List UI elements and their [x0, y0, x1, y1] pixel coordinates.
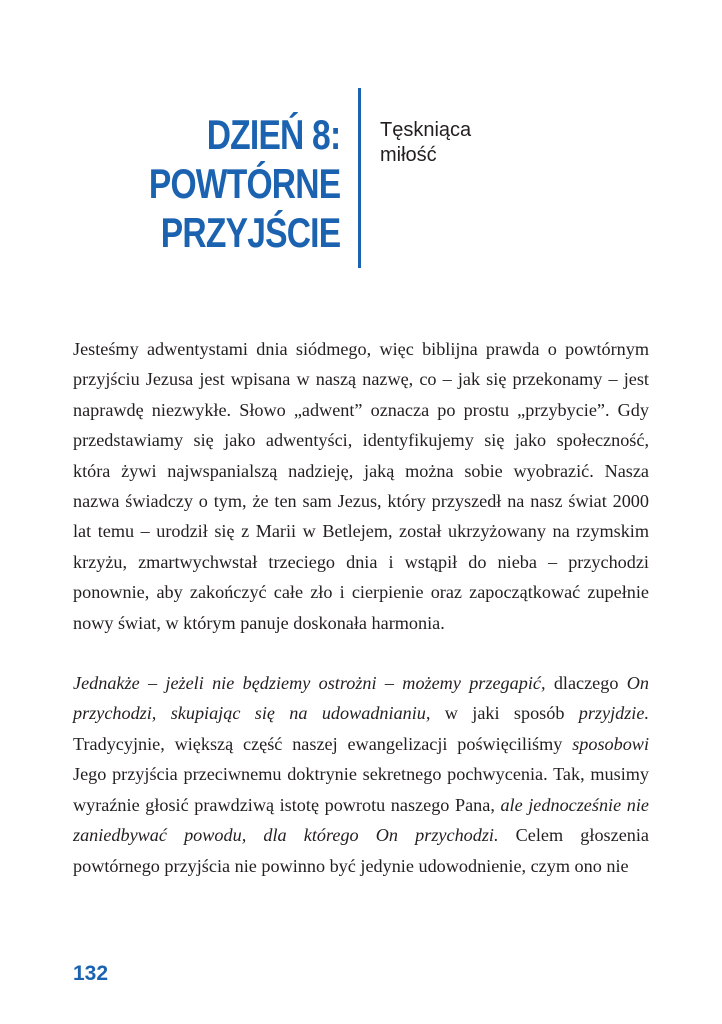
paragraph-2-italic-1: Jednakże – jeżeli nie będziemy ostrożni – możemy przegapić, [73, 673, 546, 694]
paragraph-2-text-1: dlaczego [545, 673, 627, 694]
chapter-subtitle-line-2: miłość [380, 144, 437, 166]
paragraph-2-italic-4: sposobowi [572, 733, 649, 754]
paragraph-2-text-5: Celem głoszenia powtórnego przyjścia nie powinno być jedynie udowodnienie, czym ono nie [73, 825, 649, 876]
chapter-title-line-1: DZIEŃ 8: [206, 111, 340, 158]
paragraph-2 [73, 668, 649, 881]
paragraph-1: Jesteśmy adwentystami dnia siódmego, więc biblijna prawda o powtórnym przyjściu Jezusa jest wpisana w naszą nazwę, co – jak się przekonamy – jest naprawdę niezwykłe. Słowo „adwent” oznacza po prostu „przybycie”. Gdy przedstawiamy się jako adwentyści, identyfikujemy się jako społeczność, która żywi najwspanialszą nadzieję, jaką można sobie wyobrazić. Nasza nazwa świadczy o tym, że ten sam Jezus, który przyszedł na nasz świat 2000 lat temu – urodził się z Marii w Betlejem, został ukrzyżowany na rzymskim krzyżu, zmartwychwstał trzeciego dnia i wstąpił do nieba – przychodzi ponownie, aby zakończyć całe zło i cierpienie oraz zapoczątkować zupełnie nowy świat, w którym panuje doskonała harmonia. [73, 339, 649, 633]
paragraph-2-italic-2: On przychodzi, skupiając się na udowadnianiu, [73, 673, 650, 724]
paragraph-2-italic-3: przyjdzie. [578, 703, 649, 724]
paragraph-2-text-4: Jego przyjścia przeciwnemu doktrynie sekretnego pochwycenia. Tak, musimy wyraźnie głosić prawdziwą istotę powrotu naszego Pana, [73, 764, 649, 815]
body-text [73, 334, 649, 881]
paragraph-2-text-3: Tradycyjnie, większą część naszej ewangelizacji poświęciliśmy [73, 733, 573, 754]
paragraph-2-italic-5: ale jednocześnie nie zaniedbywać powodu, dla którego On przychodzi. [73, 794, 649, 846]
chapter-title [149, 110, 340, 257]
chapter-title-line-3: PRZYJŚCIE [160, 209, 340, 256]
chapter-subtitle-line-1: Tęskniąca [380, 119, 472, 141]
chapter-title-line-2: POWTÓRNE [148, 160, 340, 207]
header-divider [358, 88, 361, 268]
chapter-header [0, 88, 722, 270]
paragraph-2-text-2: w jaki sposób [430, 703, 579, 724]
page-number: 132 [73, 962, 109, 985]
chapter-subtitle [380, 118, 471, 168]
